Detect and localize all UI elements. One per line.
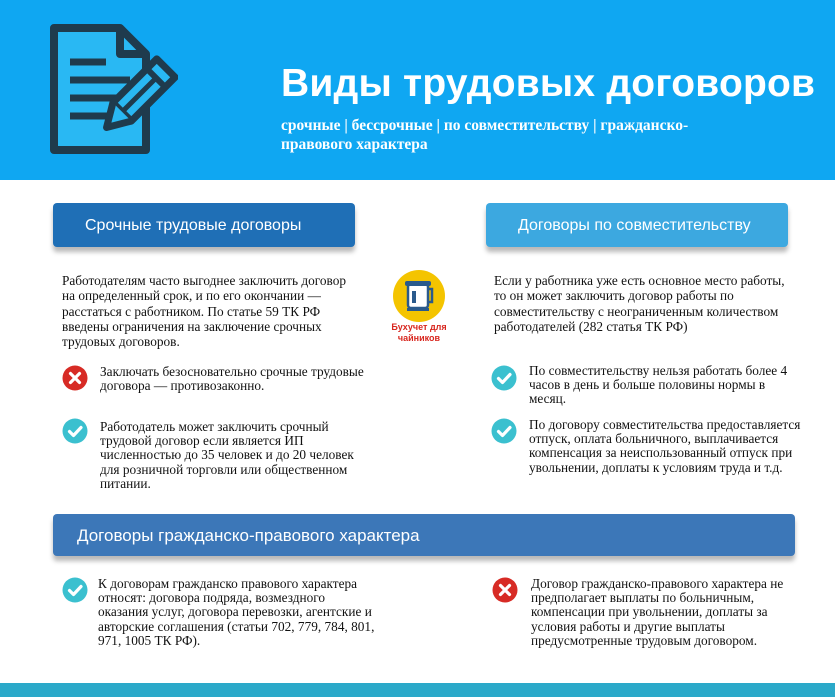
- part-time-item: По совместительству нельзя работать более 4 часов в день и больше половины нормы в месяц.: [529, 363, 788, 407]
- logo-text: Бухучет для чайников: [391, 322, 447, 343]
- site-logo[interactable]: [389, 269, 449, 349]
- document-pencil-icon: [48, 24, 178, 156]
- check-icon: [491, 418, 517, 444]
- section-heading-part-time: Договоры по совместительству: [486, 203, 788, 247]
- cross-icon: [62, 365, 88, 391]
- check-icon: [62, 418, 88, 444]
- section-heading-fixed-term: Срочные трудовые договоры: [53, 203, 355, 247]
- section-heading-civil-law: Договоры гражданско-правового характера: [53, 514, 795, 556]
- part-time-intro: Если у работника уже есть основное место работы, то он может заключить договор работы по совместительству с неограниченным количеством работодателей (282 статья ТК РФ): [494, 273, 785, 334]
- fixed-term-item: Заключать безосновательно срочные трудовые договора — противозаконно.: [100, 364, 364, 394]
- page-subtitle: срочные | бессрочные | по совместительству | гражданско-правового характера: [281, 117, 689, 153]
- fixed-term-intro: Работодателям часто выгоднее заключить договор на определенный срок, и по его окончании — расстаться с работником. По статье 59 ТК РФ введены ограничения на заключение срочных трудовых договоров.: [62, 273, 347, 350]
- page-title: Виды трудовых договоров: [281, 62, 816, 105]
- kettle-icon: [392, 269, 446, 323]
- cross-icon: [492, 577, 518, 603]
- check-icon: [491, 365, 517, 391]
- civil-law-item: Договор гражданско-правового характера не предполагает выплаты по больничным, компенсации при увольнении, доплаты за условия работы и другие выплаты предусмотренные трудовым договором.: [531, 576, 784, 648]
- check-icon: [62, 577, 88, 603]
- part-time-item: По договору совместительства предоставляется отпуск, оплата больничного, выплачивается компенсация за неиспользованный отпуск при увольнении, доплаты к условиям труда и т.д.: [529, 417, 801, 475]
- civil-law-item: К договорам гражданско правового характера относят: договора подряда, возмездного оказания услуг, договора перевозки, агентские и авторские соглашения (статьи 702, 779, 784, 801, 971, 1005 ТК РФ).: [98, 576, 375, 648]
- header: [0, 0, 835, 180]
- fixed-term-item: Работодатель может заключить срочный трудовой договор если является ИП численностью до 35 человек и до 20 человек для розничной торговли или общественном питании.: [100, 419, 354, 491]
- footer-bar: [0, 683, 835, 697]
